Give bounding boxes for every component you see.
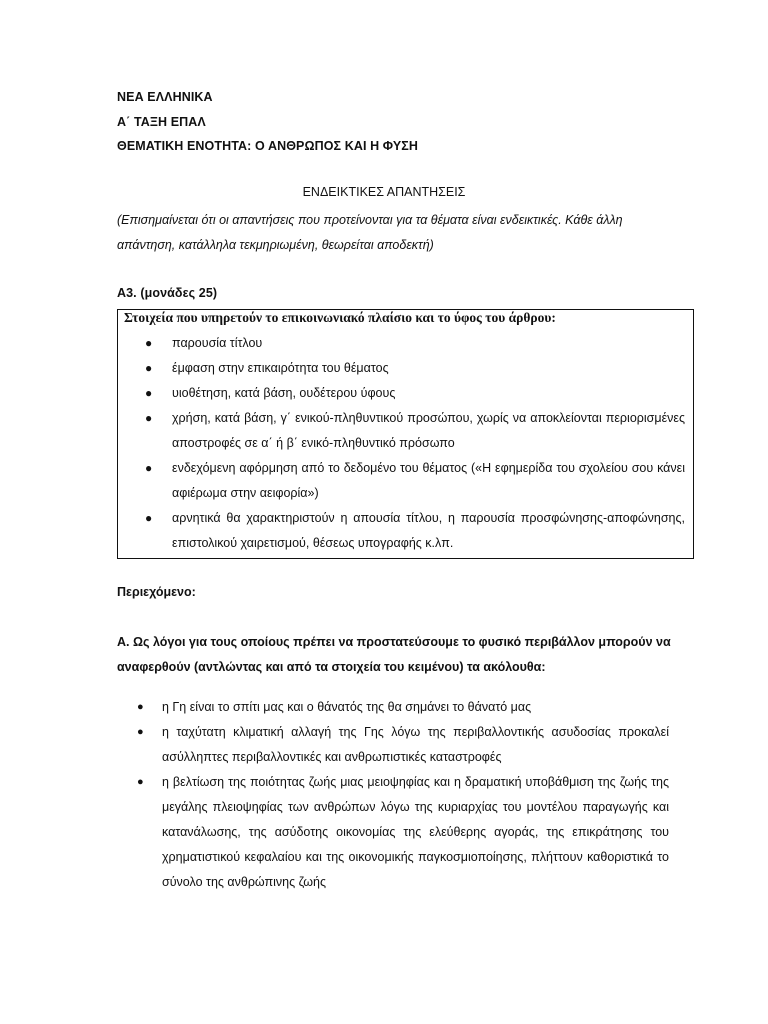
bullet-icon: ● (145, 386, 153, 400)
list-item: ● υιοθέτηση, κατά βάση, ουδέτερου ύφους (118, 381, 693, 406)
answers-title: ΕΝΔΕΙΚΤΙΚΕΣ ΑΠΑΝΤΗΣΕΙΣ (302, 185, 466, 199)
bullet-icon: ● (137, 701, 144, 713)
list-item: ● η ταχύτατη κλιματική αλλαγή της Γης λόγω της περιβαλλοντικής ασυδοσίας προκαλεί ασύλληπτες περιβαλλοντικές και ανθρωπιστικές καταστροφές (117, 720, 669, 770)
bullet-icon: ● (145, 361, 153, 375)
bullet-icon: ● (145, 336, 153, 350)
content-heading: Περιεχόμενο: (117, 585, 196, 599)
list-item: ● χρήση, κατά βάση, γ΄ ενικού-πληθυντικού προσώπου, χωρίς να αποκλείονται περιορισμένες αποστροφές σε α΄ ή β΄ ενικό-πληθυντικό πρόσωπο (118, 406, 693, 456)
box-title: Στοιχεία που υπηρετούν το επικοινωνιακό πλαίσιο και το ύφος του άρθρου: (124, 310, 556, 325)
bullet-icon: ● (145, 461, 153, 475)
list-item: ● έμφαση στην επικαιρότητα του θέματος (118, 356, 693, 381)
list-item: ● παρουσία τίτλου (118, 331, 693, 356)
unit-title: ΘΕΜΑΤΙΚΗ ΕΝΟΤΗΤΑ: Ο ΑΝΘΡΩΠΟΣ ΚΑΙ Η ΦΥΣΗ (117, 139, 418, 153)
answers-note: (Επισημαίνεται ότι οι απαντήσεις που προτείνονται για τα θέματα είναι ενδεικτικές. Κάθε άλλη απάντηση, κατάλληλα τεκμηριωμένη, θεωρείται αποδεκτή) (117, 213, 623, 252)
bullet-icon: ● (145, 411, 153, 425)
a3-heading: Α3. (μονάδες 25) (117, 286, 218, 300)
list-item: ● αρνητικά θα χαρακτηριστούν η απουσία τίτλου, η παρουσία προσφώνησης-αποφώνησης, επιστολικού χαιρετισμού, θέσεως υπογραφής κ.λπ. (118, 506, 693, 556)
section-a-heading: Α. Ως λόγοι για τους οποίους πρέπει να προστατεύσουμε το φυσικό περιβάλλον μπορούν να αναφερθούν (αντλώντας και από τα στοιχεία του κειμένου) τα ακόλουθα: (117, 635, 671, 674)
list-item: ● ενδεχόμενη αφόρμηση από το δεδομένο του θέματος («Η εφημερίδα του σχολείου σου κάνει αφιέρωμα στην αειφορία») (118, 456, 693, 506)
reasons-list (117, 695, 669, 895)
subject-title: ΝΕΑ ΕΛΛΗΝΙΚΑ (117, 90, 213, 104)
list-item: ● η Γη είναι το σπίτι μας και ο θάνατός της θα σημάνει το θάνατό μας (117, 695, 669, 720)
a3-criteria-box (117, 309, 694, 559)
bullet-icon: ● (145, 511, 153, 525)
bullet-icon: ● (137, 726, 144, 738)
class-title: Α΄ ΤΑΞΗ ΕΠΑΛ (117, 115, 206, 129)
criteria-list (118, 331, 693, 556)
list-item: ● η βελτίωση της ποιότητας ζωής μιας μειοψηφίας και η δραματική υποβάθμιση της ζωής της μεγάλης πλειοψηφίας των ανθρώπων λόγω της κυριαρχίας του μοντέλου παραγωγής και κατανάλωσης, της ασύδοτης οικονομίας της ελεύθερης αγοράς, της επικράτησης του χρηματιστικού κεφαλαίου και της οικονομικής παγκοσμιοποίησης, πλήττουν καθοριστικά το σύνολο της ανθρώπινης ζωής (117, 770, 669, 895)
bullet-icon: ● (137, 776, 144, 788)
